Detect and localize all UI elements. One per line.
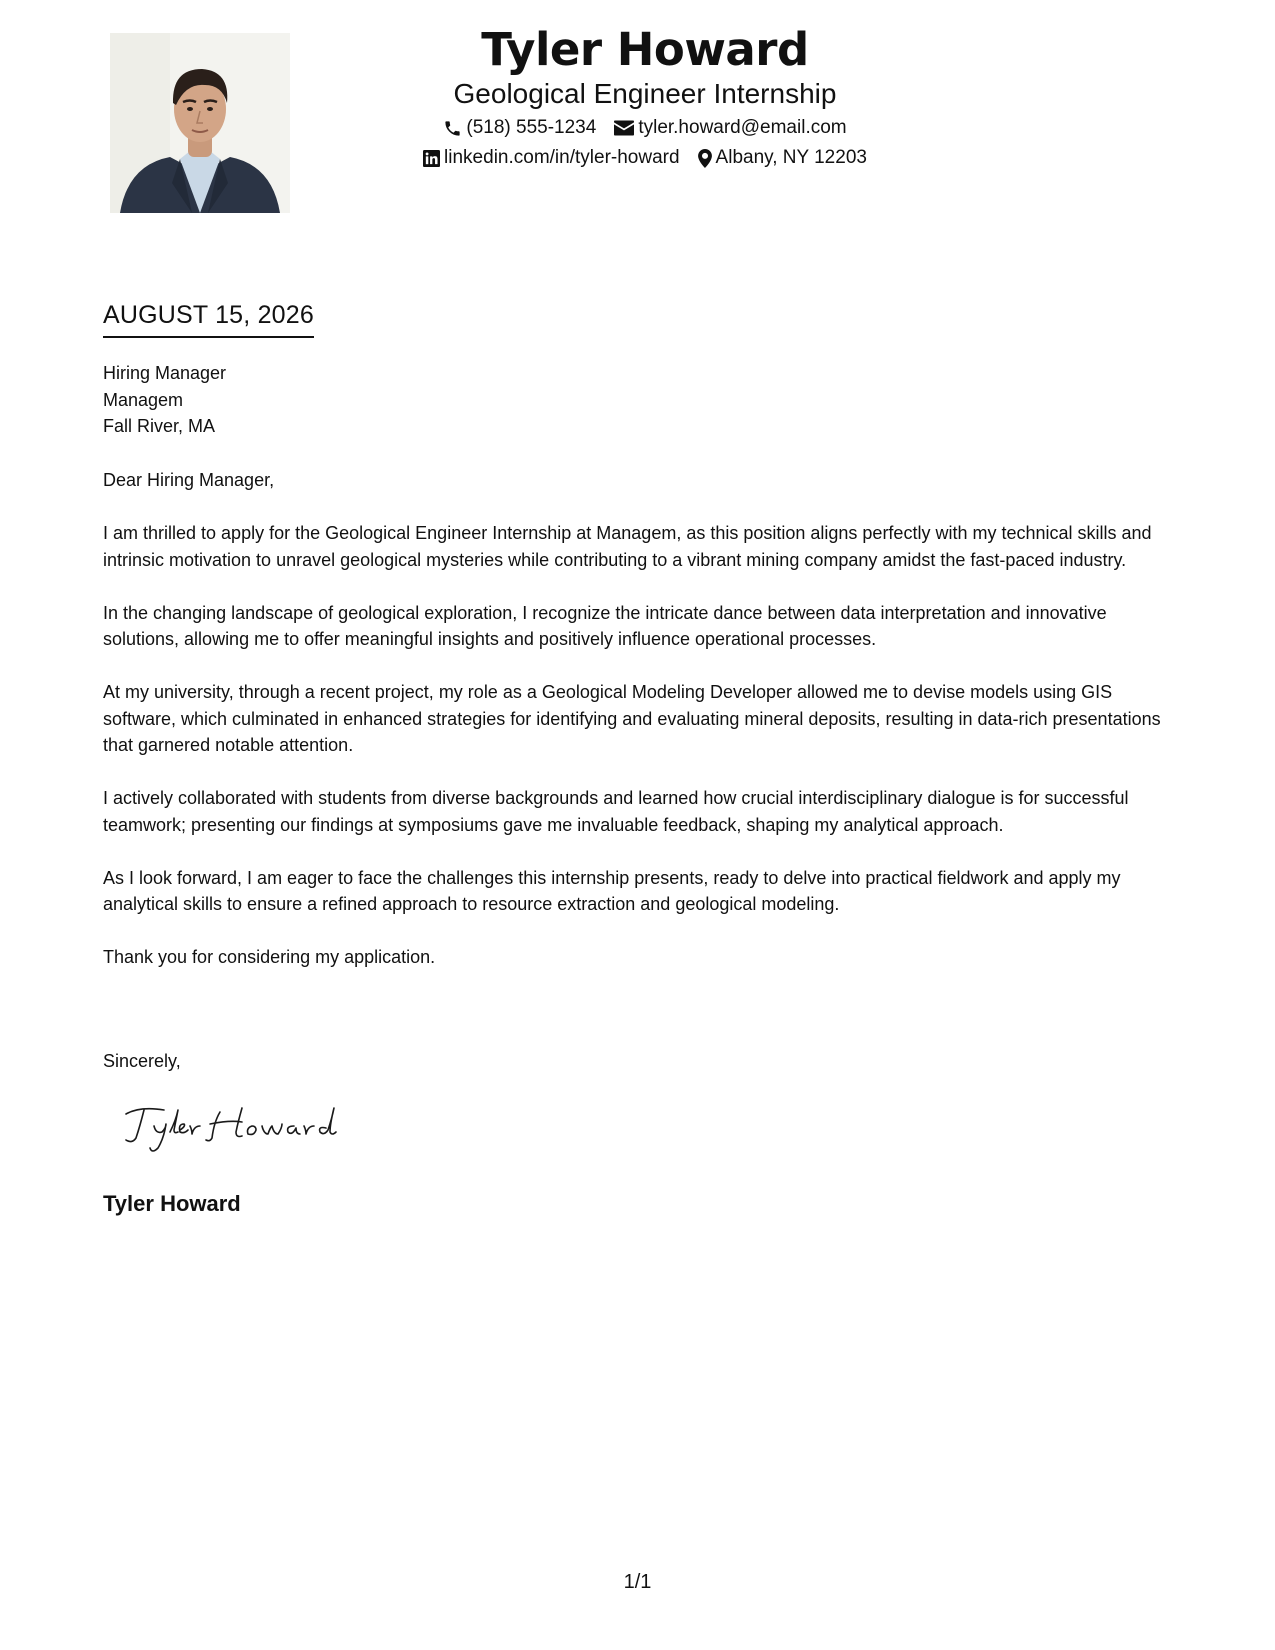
contact-phone [443,116,596,140]
map-pin-icon [698,149,712,168]
envelope-icon [614,120,634,136]
contact-line-1 [300,116,990,140]
location-text: Albany, NY 12203 [715,147,867,168]
phone-icon [443,119,462,138]
contact-email[interactable] [614,116,846,140]
recipient-location: Fall River, MA [103,416,216,436]
profile-photo [110,33,290,213]
body-paragraph: I actively collaborated with students from diverse backgrounds and learned how crucial interdisciplinary dialogue is for successful teamwork; presenting our findings at symposiums gave me invaluable feedback, shaping my analytical approach. [103,788,1129,835]
linkedin-text[interactable]: linkedin.com/in/tyler-howard [444,147,680,168]
handwritten-signature [120,1098,350,1158]
recipient-title: Hiring Manager [103,363,227,383]
recipient-company: Managem [103,389,184,410]
contact-linkedin[interactable] [423,146,680,170]
applicant-name: Tyler Howard [481,23,809,76]
body-paragraph: I am thrilled to apply for the Geological Engineer Internship at Managem, as this position aligns perfectly with my technical skills and intrinsic motivation to unravel geological mysteries while contributing to a vibrant mining company amidst the fast-paced industry. [103,523,1152,570]
recipient-block [103,360,226,440]
contact-location [698,146,867,170]
letter-date: AUGUST 15, 2026 [103,300,314,338]
phone-text: (518) 555-1234 [466,117,597,138]
salutation: Dear Hiring Manager, [103,470,275,490]
letter-header [300,20,990,170]
signer-name: Tyler Howard [103,1191,241,1216]
email-text[interactable]: tyler.howard@email.com [638,117,847,138]
linkedin-icon [423,150,440,167]
applicant-role: Geological Engineer Internship [453,78,837,109]
page-number: 1/1 [623,1571,652,1593]
valediction: Sincerely, [103,1051,181,1071]
body-paragraph: At my university, through a recent project, my role as a Geological Modeling Developer allowed me to devise models using GIS software, which culminated in enhanced strategies for identifying and evaluating mineral deposits, resulting in data-rich presentations that garnered notable attention. [103,682,1161,755]
body-paragraph: As I look forward, I am eager to face the challenges this internship presents, ready to delve into practical fieldwork and apply my analytical skills to ensure a refined approach to resource extraction and geological modeling. [103,867,1121,914]
body-paragraph: In the changing landscape of geological exploration, I recognize the intricate dance between data interpretation and innovative solutions, allowing me to offer meaningful insights and positively influence operational processes. [103,602,1107,649]
body-paragraph: Thank you for considering my application. [103,947,436,967]
contact-line-2 [300,146,990,170]
letter-body [103,467,1183,997]
